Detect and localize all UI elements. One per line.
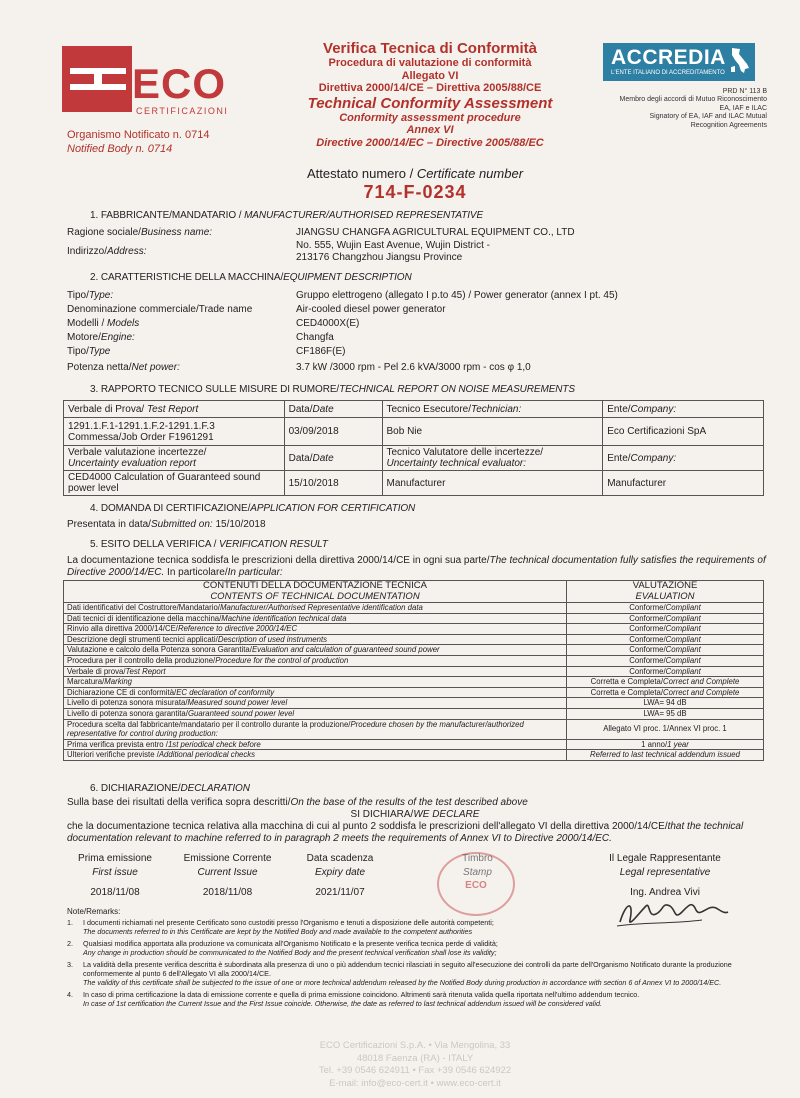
legal-representative: Il Legale Rappresentante Legal representative Ing. Andrea Vivi <box>609 853 721 898</box>
table-row <box>64 739 764 750</box>
content-cell: Verbale di prova/Test Report <box>64 666 567 677</box>
content-cell: Procedura scelta dal fabbricante/mandatario per il controllo durante la produzione/Procedure chosen by the manufacturer/authorized representative for control during production: <box>64 719 567 739</box>
first-issue: Prima emissione First issue 2018/11/08 <box>78 853 152 898</box>
company-stamp: ECO <box>437 852 515 916</box>
evaluation-cell: Conforme/Compliant <box>567 603 764 614</box>
section-3-heading: 3. RAPPORTO TECNICO SULLE MISURE DI RUMORE/TECHNICAL REPORT ON NOISE MEASUREMENTS <box>90 384 575 395</box>
note-item: 2. Qualsiasi modifica apportata alla produzione va comunicata all'Organismo Notificato e la presente verifica tecnica perde di validità; Any change in production should be communicated to the Notified Body and the present technical verification shall lose its validity; <box>67 939 498 958</box>
noise-report-table <box>63 400 764 496</box>
eco-logo-mark <box>62 46 132 112</box>
table-header-row: CONTENUTI DELLA DOCUMENTAZIONE TECNICA CONTENTS OF TECHNICAL DOCUMENTATION VALUTAZIONE EVALUATION <box>64 581 764 603</box>
trade-name-value: Air-cooled diesel power generator <box>296 304 446 315</box>
engine-type-label: Tipo/Type <box>67 346 111 357</box>
evaluation-cell: Referred to last technical addendum issued <box>567 750 764 761</box>
verification-intro: La documentazione tecnica soddisfa le prescrizioni della direttiva 2000/14/CE in ogni sua parte/The technical documentation fully satisfies the requirements of Directive 2000/14/EC. In particolare/In particular: <box>67 555 766 578</box>
evaluation-cell: LWA= 94 dB <box>567 698 764 709</box>
application-date: Presentata in data/Submitted on: 15/10/2018 <box>67 519 266 530</box>
table-row <box>64 750 764 761</box>
certificate-number: 714-F-0234 <box>363 182 467 202</box>
models-value: CED4000X(E) <box>296 318 360 329</box>
content-cell: Valutazione e calcolo della Potenza sonora Garantita/Evaluation and calculation of guaranteed sound power <box>64 645 567 656</box>
remarks: Note/Remarks: 1. I documenti richiamati nel presente Certificato sono custoditi presso l'Organismo e tenuti a disposizione delle autorità competenti; The documents referred to in this Certificate are kept by the Notified Body and made available to the competent authorities 2. Qualsiasi modifica apportata alla produzione va comunicata all'Organismo Notificato e la presente verifica tecnica perde di validità; Any change in production should be communicated to the Notified Body and the present technical verification shall lose its validity; 3. La validità della presente verifica descritta è subordinata alla presenza di uno o più addendum tecnici rilasciati in seguito all'esecuzione dei controlli da parte dell'Organismo Notificato durante la produzione conformemente al punto 6 dell'Allegato VI alla 2000/14/CE. The validity of this certificate shall be subjected to the issue of one or more technical addendum released by the Notified Body during production in accordance with section 6 of Annex VI to 2000/14/EC. 4. In caso di prima certificazione la data di emissione corrente e quella di prima emissione coincidono. Altrimenti sarà ritenuta valida quella riportata nell'ultimo addendum tecnico. In case of 1st certification the Current Issue and the First Issue coincide. Otherwise, the date as referred to last technical addendum issued will be considered valid. <box>67 907 767 1011</box>
notified-body: Organismo Notificato n. 0714 Notified Body n. 0714 <box>67 129 210 155</box>
table-row: Verbale valutazione incertezze/ Uncertainty evaluation report Data/Date Tecnico Valutatore delle incertezze/ Uncertainty technical evaluator: Ente/Company: <box>64 446 764 471</box>
evaluation-cell: Conforme/Compliant <box>567 634 764 645</box>
accredia-info: PRD N° 113 B Membro degli accordi di Mutuo Riconoscimento EA, IAF e ILAC Signatory of EA, IAF and ILAC Mutual Recognition Agreements <box>619 88 767 129</box>
table-row <box>64 719 764 739</box>
address-label: Indirizzo/Address: <box>67 246 147 257</box>
business-name-value: JIANGSU CHANGFA AGRICULTURAL EQUIPMENT CO., LTD <box>296 227 575 238</box>
table-row <box>64 708 764 719</box>
evaluation-cell: Conforme/Compliant <box>567 655 764 666</box>
business-name-label: Ragione sociale/Business name: <box>67 227 213 238</box>
table-row <box>64 698 764 709</box>
table-row <box>64 655 764 666</box>
note-item: 4. In caso di prima certificazione la data di emissione corrente e quella di prima emissione coincidono. Altrimenti sarà ritenuta valida quella riportata nell'ultimo addendum tecnico. In case of 1st certification the Current Issue and the First Issue coincide. Otherwise, the date as referred to last technical addendum issued will be considered valid. <box>67 990 640 1009</box>
engine-value: Changfa <box>296 332 334 343</box>
title-it: Verifica Tecnica di Conformità <box>323 40 537 57</box>
content-cell: Dichiarazione CE di conformità/EC declaration of conformity <box>64 687 567 698</box>
models-label: Modelli / Models <box>67 318 140 329</box>
evaluation-cell: Allegato VI proc. 1/Annex VI proc. 1 <box>567 719 764 739</box>
logo-text: ECO <box>132 60 227 107</box>
table-row: CED4000 Calculation of Guaranteed sound power level 15/10/2018 Manufacturer Manufacturer <box>64 471 764 496</box>
content-cell: Dati tecnici di identificazione della macchina/Machine identification technical data <box>64 613 567 624</box>
type-value: Gruppo elettrogeno (allegato I p.to 45) / Power generator (annex I pt. 45) <box>296 290 618 301</box>
note-item: 1. I documenti richiamati nel presente Certificato sono custoditi presso l'Organismo e tenuti a disposizione delle autorità competenti; The documents referred to in this Certificate are kept by the Notified Body and made available to the competent authorities <box>67 918 494 937</box>
trade-name-label: Denominazione commerciale/Trade name <box>67 304 253 315</box>
evaluation-cell: Conforme/Compliant <box>567 624 764 635</box>
evaluation-cell: Conforme/Compliant <box>567 645 764 656</box>
net-power-value: 3.7 kW /3000 rpm - Pel 2.6 kVA/3000 rpm - cos φ 1,0 <box>296 362 531 373</box>
table-row <box>64 645 764 656</box>
content-cell: Marcatura/Marking <box>64 677 567 688</box>
content-cell: Descrizione degli strumenti tecnici applicati/Description of used instruments <box>64 634 567 645</box>
content-cell: Prima verifica prevista entro /1st periodical check before <box>64 739 567 750</box>
section-1-heading: 1. FABBRICANTE/MANDATARIO / MANUFACTURER/AUTHORISED REPRESENTATIVE <box>90 210 484 221</box>
note-item: 3. La validità della presente verifica descritta è subordinata alla presenza di uno o più addendum tecnici rilasciati in seguito all'esecuzione dei controlli da parte dell'Organismo Notificato durante la produzione conformemente al punto 6 dell'Allegato VI alla 2000/14/CE. The validity of this certificate shall be subjected to the issue of one or more technical addendum released by the Notified Body during production in accordance with section 6 of Annex VI to 2000/14/EC. <box>67 960 732 988</box>
evaluation-cell: Conforme/Compliant <box>567 666 764 677</box>
verification-table <box>63 580 764 761</box>
stamp-label: Timbro Stamp <box>462 853 493 878</box>
we-declare: SI DICHIARA/WE DECLARE <box>350 809 480 820</box>
footer-address: ECO Certificazioni S.p.A. • Via Mengolina, 33 48018 Faenza (RA) - ITALY Tel. +39 0546 624911 • Fax +39 0546 624922 E-mail: info@eco-cert.it • www.eco-cert.it <box>318 1040 512 1089</box>
declaration-text: che la documentazione tecnica relativa alla macchina di cui al punto 2 soddisfa le prescrizioni dell'allegato VI della direttiva 2000/14/CE/that the technical documentation relevant to machine referred to in paragraph 2 meets the requirements of Annex VI to Directive 2000/14/EC. <box>67 821 744 844</box>
section-5-heading: 5. ESITO DELLA VERIFICA / VERIFICATION RESULT <box>90 539 328 550</box>
content-cell: Rinvio alla direttiva 2000/14/CE/Reference to directive 2000/14/EC <box>64 624 567 635</box>
engine-label: Motore/Engine: <box>67 332 135 343</box>
current-issue: Emissione Corrente Current Issue 2018/11/08 <box>183 853 272 898</box>
logo-subtext: CERTIFICAZIONI <box>136 106 229 116</box>
evaluation-cell: Conforme/Compliant <box>567 613 764 624</box>
document-title-block: Verifica Tecnica di Conformità Procedura di valutazione di conformità Allegato VI Direttiva 2000/14/CE – Direttiva 2005/88/CE Technical Conformity Assessment Conformity assessment procedure Annex VI Directive 2000/14/EC – Directive 2005/88/EC <box>285 40 575 149</box>
evaluation-cell: Corretta e Completa/Correct and Complete <box>567 677 764 688</box>
type-label: Tipo/Type: <box>67 290 114 301</box>
table-row <box>64 666 764 677</box>
expiry-date: Data scadenza Expiry date 2021/11/07 <box>306 853 374 898</box>
net-power-label: Potenza netta/Net power: <box>67 362 180 373</box>
table-row <box>64 677 764 688</box>
table-row <box>64 687 764 698</box>
content-cell: Dati identificativi del Costruttore/Mandatario/Manufacturer/Authorised Representative identification data <box>64 603 567 614</box>
evaluation-cell: 1 anno/1 year <box>567 739 764 750</box>
italy-map-icon <box>728 47 750 77</box>
section-2-heading: 2. CARATTERISTICHE DELLA MACCHINA/EQUIPMENT DESCRIPTION <box>90 272 412 283</box>
section-6-heading: 6. DICHIARAZIONE/DECLARATION <box>90 783 250 794</box>
content-cell: Livello di potenza sonora garantita/Guaranteed sound power level <box>64 708 567 719</box>
certificate-label: Attestato numero / Certificate number <box>306 166 524 181</box>
accredia-logo: ACCREDIA L'ENTE ITALIANO DI ACCREDITAMENTO <box>603 43 755 81</box>
table-row <box>64 624 764 635</box>
title-en: Technical Conformity Assessment <box>307 94 553 112</box>
content-cell: Livello di potenza sonora misurata/Measured sound power level <box>64 698 567 709</box>
table-row: Verbale di Prova/ Test Report Data/Date Tecnico Esecutore/Technician: Ente/Company: <box>64 401 764 418</box>
engine-type-value: CF186F(E) <box>296 346 346 357</box>
table-row <box>64 634 764 645</box>
content-cell: Ulteriori verifiche previste /Additional periodical checks <box>64 750 567 761</box>
section-4-heading: 4. DOMANDA DI CERTIFICAZIONE/APPLICATION FOR CERTIFICATION <box>90 503 416 514</box>
table-row <box>64 603 764 614</box>
content-cell: Procedura per il controllo della produzione/Procedure for the control of production <box>64 655 567 666</box>
evaluation-cell: Corretta e Completa/Correct and Complete <box>567 687 764 698</box>
address-value: No. 555, Wujin East Avenue, Wujin District - 213176 Changzhou Jiangsu Province <box>296 240 490 263</box>
declaration-basis: Sulla base dei risultati della verifica sopra descritti/On the base of the results of the test described above <box>67 797 528 808</box>
evaluation-cell: LWA= 95 dB <box>567 708 764 719</box>
table-row: 1291.1.F.1-1291.1.F.2-1291.1.F.3 Commessa/Job Order F1961291 03/09/2018 Bob Nie Eco Certificazioni SpA <box>64 418 764 446</box>
table-row <box>64 613 764 624</box>
